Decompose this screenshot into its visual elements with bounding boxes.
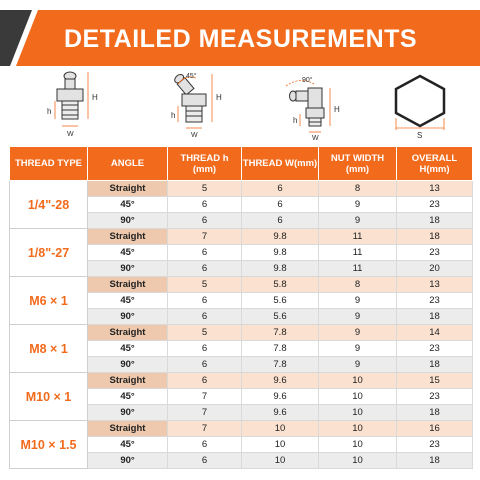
table-row <box>10 181 473 197</box>
fig3-h-upper-label: H <box>334 105 340 114</box>
nut-cell: 9 <box>319 357 397 373</box>
overall-cell: 15 <box>397 373 473 389</box>
col-header-thread-h: THREAD h (mm) <box>168 147 242 181</box>
overall-cell: 16 <box>397 421 473 437</box>
w-cell: 9.8 <box>242 261 319 277</box>
nut-cell: 9 <box>319 325 397 341</box>
fitting-diagrams <box>0 70 480 140</box>
w-cell: 9.8 <box>242 245 319 261</box>
overall-cell: 18 <box>397 309 473 325</box>
hex-nut-icon <box>396 76 444 130</box>
nut-cell: 10 <box>319 437 397 453</box>
overall-cell: 23 <box>397 341 473 357</box>
thread-type-cell: 1/4"-28 <box>10 181 88 229</box>
col-header-nut-width: NUT WIDTH (mm) <box>319 147 397 181</box>
overall-cell: 23 <box>397 389 473 405</box>
angle-cell: 45° <box>88 293 168 309</box>
h-cell: 7 <box>168 421 242 437</box>
overall-cell: 13 <box>397 277 473 293</box>
angle-cell: 90° <box>88 213 168 229</box>
fig2-angle-label: 45° <box>186 73 197 80</box>
w-cell: 7.8 <box>242 325 319 341</box>
fig3-angle-label: 90° <box>302 77 313 84</box>
nut-cell: 11 <box>319 245 397 261</box>
overall-cell: 13 <box>397 181 473 197</box>
fig2-h-upper-label: H <box>216 93 222 102</box>
fig2-h-lower-label: h <box>171 111 176 120</box>
h-cell: 6 <box>168 437 242 453</box>
angle-cell: 45° <box>88 437 168 453</box>
overall-cell: 14 <box>397 325 473 341</box>
nut-cell: 10 <box>319 453 397 469</box>
w-cell: 7.8 <box>242 341 319 357</box>
fig3-w-label: W <box>312 135 319 140</box>
table-row <box>10 229 473 245</box>
nut-cell: 9 <box>319 309 397 325</box>
angle-cell: 45° <box>88 389 168 405</box>
nut-cell: 8 <box>319 277 397 293</box>
nut-cell: 10 <box>319 421 397 437</box>
title-banner <box>0 0 480 70</box>
fig4-s-label: S <box>417 131 423 140</box>
overall-cell: 20 <box>397 261 473 277</box>
w-cell: 9.8 <box>242 229 319 245</box>
w-cell: 5.6 <box>242 293 319 309</box>
h-cell: 6 <box>168 341 242 357</box>
fig2-w-label: W <box>191 132 198 139</box>
page-title: DETAILED MEASUREMENTS <box>64 25 418 53</box>
thread-type-cell: M10 × 1 <box>10 373 88 421</box>
nut-cell: 9 <box>319 197 397 213</box>
nut-cell: 9 <box>319 213 397 229</box>
h-cell: 6 <box>168 309 242 325</box>
nut-cell: 9 <box>319 293 397 309</box>
h-cell: 6 <box>168 245 242 261</box>
w-cell: 10 <box>242 421 319 437</box>
w-cell: 6 <box>242 213 319 229</box>
table-header-row <box>10 147 473 181</box>
nut-cell: 10 <box>319 389 397 405</box>
nut-cell: 11 <box>319 229 397 245</box>
nut-cell: 11 <box>319 261 397 277</box>
overall-cell: 18 <box>397 357 473 373</box>
thread-type-cell: 1/8"-27 <box>10 229 88 277</box>
angle-cell: 90° <box>88 405 168 421</box>
h-cell: 6 <box>168 373 242 389</box>
nut-cell: 9 <box>319 341 397 357</box>
angle-cell: Straight <box>88 229 168 245</box>
w-cell: 9.6 <box>242 389 319 405</box>
angle-cell: 90° <box>88 261 168 277</box>
h-cell: 5 <box>168 181 242 197</box>
thread-type-cell: M8 × 1 <box>10 325 88 373</box>
col-header-thread-w: THREAD W(mm) <box>242 147 319 181</box>
table-row <box>10 421 473 437</box>
table-row <box>10 373 473 389</box>
w-cell: 5.6 <box>242 309 319 325</box>
angle-cell: Straight <box>88 325 168 341</box>
measurements-table <box>9 146 473 469</box>
angle-cell: Straight <box>88 373 168 389</box>
table-row <box>10 325 473 341</box>
h-cell: 7 <box>168 405 242 421</box>
angle-cell: 45° <box>88 197 168 213</box>
nut-cell: 10 <box>319 405 397 421</box>
nut-cell: 10 <box>319 373 397 389</box>
thread-type-cell: M6 × 1 <box>10 277 88 325</box>
w-cell: 10 <box>242 437 319 453</box>
overall-cell: 18 <box>397 213 473 229</box>
h-cell: 6 <box>168 197 242 213</box>
overall-cell: 23 <box>397 437 473 453</box>
angle-cell: 45° <box>88 341 168 357</box>
h-cell: 6 <box>168 453 242 469</box>
h-cell: 6 <box>168 357 242 373</box>
fig1-h-upper-label: H <box>92 93 98 102</box>
h-cell: 7 <box>168 229 242 245</box>
grease-fitting-straight-icon <box>57 72 83 119</box>
h-cell: 7 <box>168 389 242 405</box>
w-cell: 7.8 <box>242 357 319 373</box>
h-cell: 5 <box>168 277 242 293</box>
angle-cell: 90° <box>88 309 168 325</box>
thread-type-cell: M10 × 1.5 <box>10 421 88 469</box>
angle-cell: Straight <box>88 421 168 437</box>
overall-cell: 18 <box>397 453 473 469</box>
nut-cell: 8 <box>319 181 397 197</box>
w-cell: 6 <box>242 181 319 197</box>
w-cell: 6 <box>242 197 319 213</box>
angle-cell: Straight <box>88 181 168 197</box>
fig1-h-lower-label: h <box>47 107 52 116</box>
w-cell: 9.6 <box>242 405 319 421</box>
h-cell: 6 <box>168 261 242 277</box>
angle-cell: 45° <box>88 245 168 261</box>
w-cell: 5.8 <box>242 277 319 293</box>
angle-cell: 90° <box>88 453 168 469</box>
overall-cell: 18 <box>397 229 473 245</box>
col-header-thread-type: THREAD TYPE <box>10 147 88 181</box>
angle-cell: Straight <box>88 277 168 293</box>
fig1-w-label: W <box>67 131 74 138</box>
h-cell: 6 <box>168 293 242 309</box>
w-cell: 9.6 <box>242 373 319 389</box>
angle-cell: 90° <box>88 357 168 373</box>
w-cell: 10 <box>242 453 319 469</box>
table-row <box>10 277 473 293</box>
col-header-overall-h: OVERALL H(mm) <box>397 147 473 181</box>
col-header-angle: ANGLE <box>88 147 168 181</box>
fig3-h-lower-label: h <box>293 116 298 125</box>
h-cell: 6 <box>168 213 242 229</box>
overall-cell: 23 <box>397 293 473 309</box>
overall-cell: 18 <box>397 405 473 421</box>
h-cell: 5 <box>168 325 242 341</box>
overall-cell: 23 <box>397 197 473 213</box>
overall-cell: 23 <box>397 245 473 261</box>
